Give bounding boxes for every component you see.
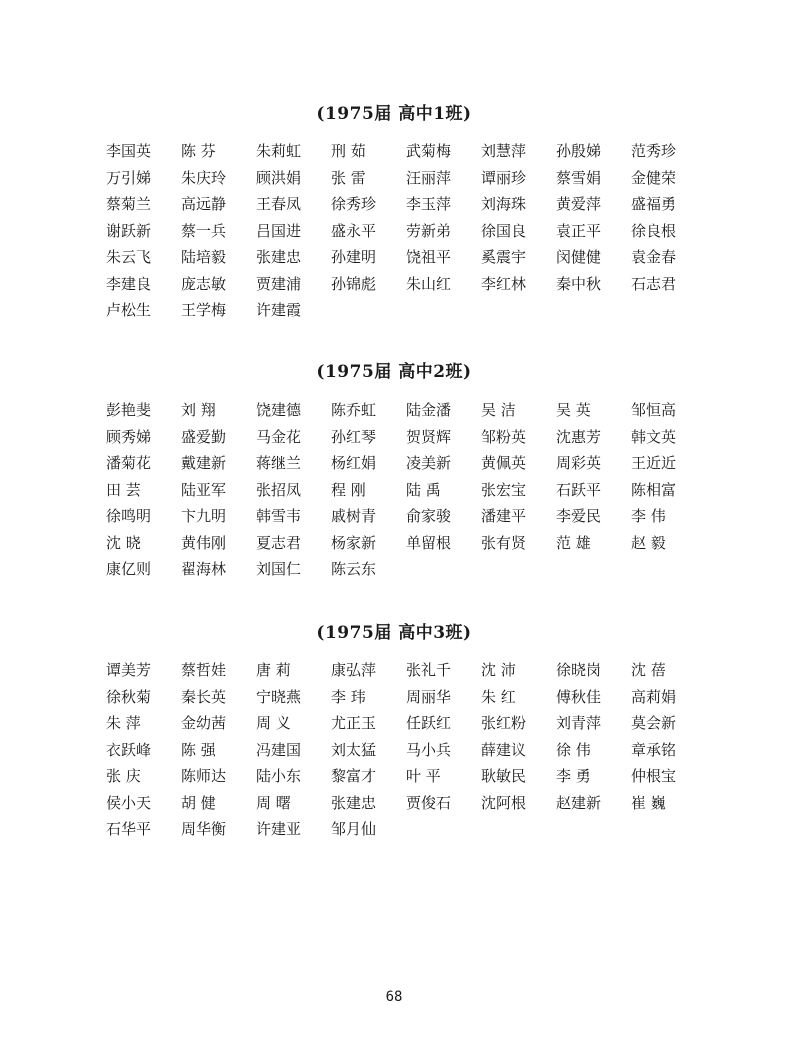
- name-entry: 黄爱萍: [556, 195, 602, 213]
- name-entry: 陈乔虹: [331, 401, 377, 419]
- name-entry: 韩文英: [631, 427, 677, 446]
- name-entry: 武菊梅: [406, 142, 452, 160]
- name-entry: 陈云东: [331, 560, 377, 578]
- name-entry: 陈相富: [631, 480, 677, 499]
- name-entry: 孙殷娣: [556, 142, 602, 160]
- name-entry: 李建良: [106, 274, 152, 293]
- name-entry: 沈 晓: [106, 533, 141, 552]
- name-entry: 朱庆玲: [181, 168, 227, 187]
- name-entry: 饶建德: [256, 401, 302, 419]
- name-entry: 袁正平: [556, 221, 602, 240]
- name-entry: 蔡一兵: [181, 221, 227, 240]
- name-entry: 朱 红: [481, 687, 516, 706]
- name-entry: 马小兵: [406, 740, 452, 759]
- name-entry: 周 义: [256, 714, 291, 732]
- name-entry: 康弘萍: [331, 661, 377, 679]
- name-entry: 邹粉英: [481, 427, 527, 446]
- name-entry: 徐晓岗: [556, 661, 602, 679]
- name-entry: 金幼茜: [181, 714, 227, 732]
- name-entry: 陆培毅: [181, 248, 227, 266]
- name-entry: 赵建新: [556, 793, 602, 812]
- name-entry: 衣跃峰: [106, 740, 152, 759]
- name-entry: 陈 芬: [181, 142, 216, 160]
- name-entry: 汪丽萍: [406, 168, 452, 187]
- name-entry: 邹月仙: [331, 820, 377, 838]
- name-entry: 张礼千: [406, 661, 452, 679]
- name-entry: 范秀珍: [631, 142, 677, 160]
- name-entry: 徐 伟: [556, 740, 591, 759]
- page-number: 68: [385, 989, 403, 1005]
- name-entry: 周彩英: [556, 454, 602, 472]
- name-entry: 宁晓燕: [256, 687, 302, 706]
- name-entry: 秦长英: [181, 687, 227, 706]
- name-entry: 秦中秋: [556, 274, 602, 293]
- name-entry: 陆小东: [256, 767, 302, 785]
- name-entry: 朱云飞: [106, 248, 152, 266]
- name-entry: 薛建议: [481, 740, 527, 759]
- name-entry: 王近近: [631, 454, 677, 472]
- name-entry: 杨家新: [331, 533, 377, 552]
- name-entry: 周华衡: [181, 820, 227, 838]
- name-entry: 谭美芳: [106, 661, 152, 679]
- name-entry: 贾俊石: [406, 793, 452, 812]
- name-entry: 刘海珠: [481, 195, 527, 213]
- name-entry: 戴建新: [181, 454, 227, 472]
- name-entry: 唐 莉: [256, 661, 291, 679]
- name-entry: 潘建平: [481, 507, 527, 525]
- name-entry: 李 勇: [556, 767, 591, 785]
- name-entry: 李玉萍: [406, 195, 452, 213]
- name-entry: 吕国进: [256, 221, 302, 240]
- name-entry: 张 雷: [331, 168, 366, 187]
- name-entry: 黄伟刚: [181, 533, 227, 552]
- name-entry: 蔡菊兰: [106, 195, 152, 213]
- name-entry: 王学梅: [181, 301, 227, 319]
- name-entry: 许建霞: [256, 301, 302, 319]
- name-entry: 李红林: [481, 274, 527, 293]
- name-entry: 刑 茹: [331, 142, 366, 160]
- name-list: [106, 657, 706, 843]
- name-entry: 沈 蓓: [631, 661, 666, 679]
- name-entry: 许建亚: [256, 820, 302, 838]
- name-entry: 张建忠: [331, 793, 377, 812]
- name-entry: 刘慧萍: [481, 142, 527, 160]
- name-entry: 陆 禹: [406, 480, 441, 499]
- name-entry: 李国英: [106, 142, 152, 160]
- name-entry: 莫会新: [631, 714, 677, 732]
- name-entry: 叶 平: [406, 767, 441, 785]
- name-entry: 沈阿根: [481, 793, 527, 812]
- name-entry: 韩雪韦: [256, 507, 302, 525]
- name-entry: 范 雄: [556, 533, 591, 552]
- name-entry: 吴 洁: [481, 401, 516, 419]
- name-entry: 顾洪娟: [256, 168, 302, 187]
- name-entry: 单留根: [406, 533, 452, 552]
- name-entry: 胡 健: [181, 793, 216, 812]
- name-entry: 朱山红: [406, 274, 452, 293]
- name-entry: 俞家骏: [406, 507, 452, 525]
- name-entry: 蔡哲娃: [181, 661, 227, 679]
- name-entry: 耿敏民: [481, 767, 527, 785]
- name-entry: 陈师达: [181, 767, 227, 785]
- name-entry: 黎富才: [331, 767, 377, 785]
- name-entry: 袁金春: [631, 248, 677, 266]
- name-entry: 孙锦彪: [331, 274, 377, 293]
- name-entry: 盛爱勤: [181, 427, 227, 446]
- name-entry: 刘青萍: [556, 714, 602, 732]
- name-entry: 马金花: [256, 427, 302, 446]
- name-entry: 戚树青: [331, 507, 377, 525]
- name-entry: 孙建明: [331, 248, 377, 266]
- name-entry: 翟海林: [181, 560, 227, 578]
- name-entry: 彭艳斐: [106, 401, 152, 419]
- name-entry: 黄佩英: [481, 454, 527, 472]
- name-entry: 孙红琴: [331, 427, 377, 446]
- name-entry: 刘国仁: [256, 560, 302, 578]
- name-entry: 尤正玉: [331, 714, 377, 732]
- name-entry: 康亿则: [106, 560, 152, 578]
- name-entry: 傅秋佳: [556, 687, 602, 706]
- name-entry: 劳新弟: [406, 221, 452, 240]
- name-entry: 石华平: [106, 820, 152, 838]
- name-entry: 夏志君: [256, 533, 302, 552]
- name-entry: 张招凤: [256, 480, 302, 499]
- name-entry: 崔 巍: [631, 793, 666, 812]
- name-entry: 徐秋菊: [106, 687, 152, 706]
- name-entry: 金健荣: [631, 168, 677, 187]
- name-entry: 卞九明: [181, 507, 227, 525]
- name-list: [106, 138, 706, 324]
- name-entry: 卢松生: [106, 301, 152, 319]
- section-title: (1975届 高中1班): [316, 104, 472, 124]
- name-entry: 贺贤辉: [406, 427, 452, 446]
- name-entry: 徐秀珍: [331, 195, 377, 213]
- name-entry: 高莉娟: [631, 687, 677, 706]
- name-entry: 杨红娟: [331, 454, 377, 472]
- section-title: (1975届 高中3班): [316, 623, 472, 643]
- name-entry: 朱莉虹: [256, 142, 302, 160]
- name-entry: 张红粉: [481, 714, 527, 732]
- name-entry: 王春凤: [256, 195, 302, 213]
- name-entry: 陆亚军: [181, 480, 227, 499]
- name-entry: 张有贤: [481, 533, 527, 552]
- name-entry: 贾建浦: [256, 274, 302, 293]
- name-entry: 任跃红: [406, 714, 452, 732]
- name-entry: 田 芸: [106, 480, 141, 499]
- name-entry: 周 曙: [256, 793, 291, 812]
- name-entry: 谢跃新: [106, 221, 152, 240]
- name-entry: 奚震宇: [481, 248, 527, 266]
- name-entry: 赵 毅: [631, 533, 666, 552]
- name-entry: 仲根宝: [631, 767, 677, 785]
- name-entry: 张宏宝: [481, 480, 527, 499]
- name-entry: 周丽华: [406, 687, 452, 706]
- name-entry: 盛福勇: [631, 195, 677, 213]
- name-entry: 李 玮: [331, 687, 366, 706]
- name-entry: 徐国良: [481, 221, 527, 240]
- name-entry: 谭丽珍: [481, 168, 527, 187]
- name-entry: 张 庆: [106, 767, 141, 785]
- name-entry: 侯小天: [106, 793, 152, 812]
- name-entry: 邹恒高: [631, 401, 677, 419]
- name-list: [106, 397, 706, 583]
- name-entry: 凌美新: [406, 454, 452, 472]
- name-entry: 顾秀娣: [106, 427, 152, 446]
- name-entry: 吴 英: [556, 401, 591, 419]
- name-entry: 石志君: [631, 274, 677, 293]
- name-entry: 万引娣: [106, 168, 152, 187]
- section-title: (1975届 高中2班): [316, 362, 472, 382]
- name-entry: 李爱民: [556, 507, 602, 525]
- name-entry: 沈惠芳: [556, 427, 602, 446]
- name-entry: 章承铭: [631, 740, 677, 759]
- name-entry: 李 伟: [631, 507, 666, 525]
- name-entry: 高远静: [181, 195, 227, 213]
- name-entry: 沈 沛: [481, 661, 516, 679]
- name-entry: 刘太猛: [331, 740, 377, 759]
- name-entry: 陈 强: [181, 740, 216, 759]
- name-entry: 蔡雪娟: [556, 168, 602, 187]
- name-entry: 程 刚: [331, 480, 366, 499]
- name-entry: 石跃平: [556, 480, 602, 499]
- name-entry: 饶祖平: [406, 248, 452, 266]
- name-entry: 张建忠: [256, 248, 302, 266]
- name-entry: 陆金潘: [406, 401, 452, 419]
- name-entry: 盛永平: [331, 221, 377, 240]
- name-entry: 潘菊花: [106, 454, 152, 472]
- name-entry: 冯建国: [256, 740, 302, 759]
- name-entry: 庞志敏: [181, 274, 227, 293]
- name-entry: 徐鸣明: [106, 507, 152, 525]
- name-entry: 刘 翔: [181, 401, 216, 419]
- name-entry: 徐良根: [631, 221, 677, 240]
- name-entry: 蒋继兰: [256, 454, 302, 472]
- name-entry: 朱 萍: [106, 714, 141, 732]
- name-entry: 闵健健: [556, 248, 602, 266]
